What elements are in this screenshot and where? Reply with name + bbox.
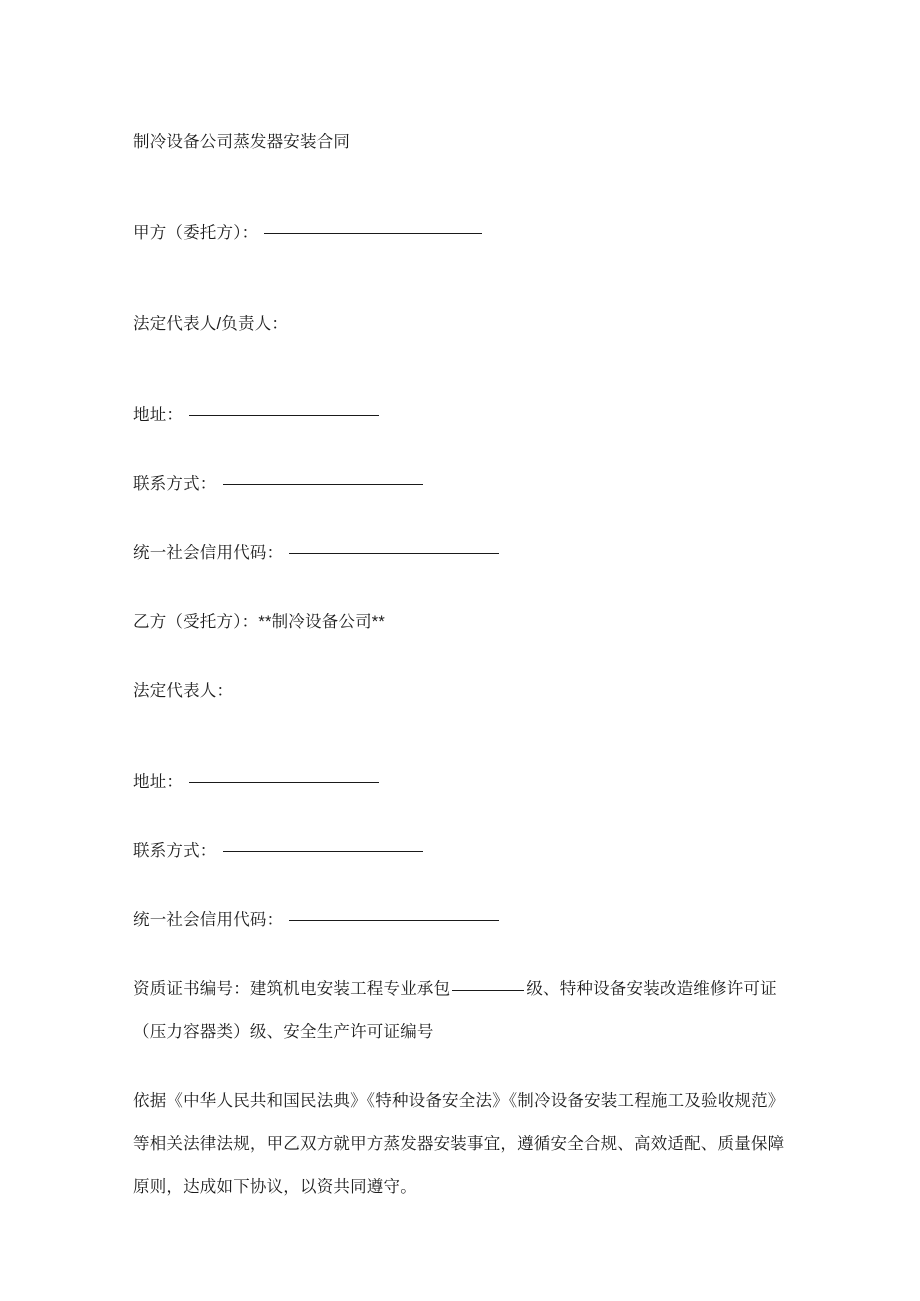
field-party-b-address — [133, 761, 787, 804]
party-a-address-blank[interactable] — [189, 415, 379, 416]
field-party-b-contact-label: 联系方式： — [133, 842, 217, 860]
party-a-credit-code-blank[interactable] — [289, 553, 499, 554]
preamble-paragraph: 依据《中华人民共和国民法典》《特种设备安全法》《制冷设备安装工程施工及验收规范》等相关法律法规，甲乙双方就甲方蒸发器安装事宜，遵循安全合规、高效适配、质量保障原则，达成如下协议，以资共同遵守。 — [133, 1092, 785, 1196]
field-party-a-legal-rep-label: 法定代表人/负责人： — [133, 315, 289, 333]
qualification-grade-blank[interactable] — [452, 990, 524, 991]
party-b-contact-blank[interactable] — [223, 851, 423, 852]
party-a-contact-blank[interactable] — [223, 484, 423, 485]
field-party-a-name-label: 甲方（委托方）： — [133, 224, 259, 242]
field-party-b-contact — [133, 830, 787, 873]
document-title: 制冷设备公司蒸发器安装合同 — [133, 133, 351, 151]
field-party-b-credit-code — [133, 899, 787, 942]
field-party-b-legal-rep — [133, 670, 787, 713]
field-party-b-address-label: 地址： — [133, 773, 184, 791]
field-party-a-credit-code — [133, 532, 787, 575]
qualification-suffix-text: 级、特种设备安装改造维修许可证（压力容器类）级、安全生产许可证编号 — [133, 980, 777, 1041]
field-party-b-credit-code-label: 统一社会信用代码： — [133, 911, 284, 929]
qualification-paragraph — [133, 968, 787, 1054]
party-a-name-blank[interactable] — [264, 233, 482, 234]
field-party-b-name-label: 乙方（受托方）：**制冷设备公司** — [133, 613, 386, 631]
document-body — [133, 121, 787, 1209]
field-party-a-credit-code-label: 统一社会信用代码： — [133, 544, 284, 562]
qualification-prefix-text: 资质证书编号：建筑机电安装工程专业承包 — [133, 980, 451, 998]
field-party-a-name — [133, 212, 787, 255]
party-b-address-blank[interactable] — [189, 782, 379, 783]
party-b-credit-code-blank[interactable] — [289, 920, 499, 921]
field-party-a-contact-label: 联系方式： — [133, 475, 217, 493]
field-party-b-legal-rep-label: 法定代表人： — [133, 682, 234, 700]
field-party-a-address — [133, 394, 787, 437]
field-party-a-contact — [133, 463, 787, 506]
field-party-a-legal-rep — [133, 303, 787, 346]
field-party-a-address-label: 地址： — [133, 406, 184, 424]
field-party-b-name — [133, 601, 787, 644]
